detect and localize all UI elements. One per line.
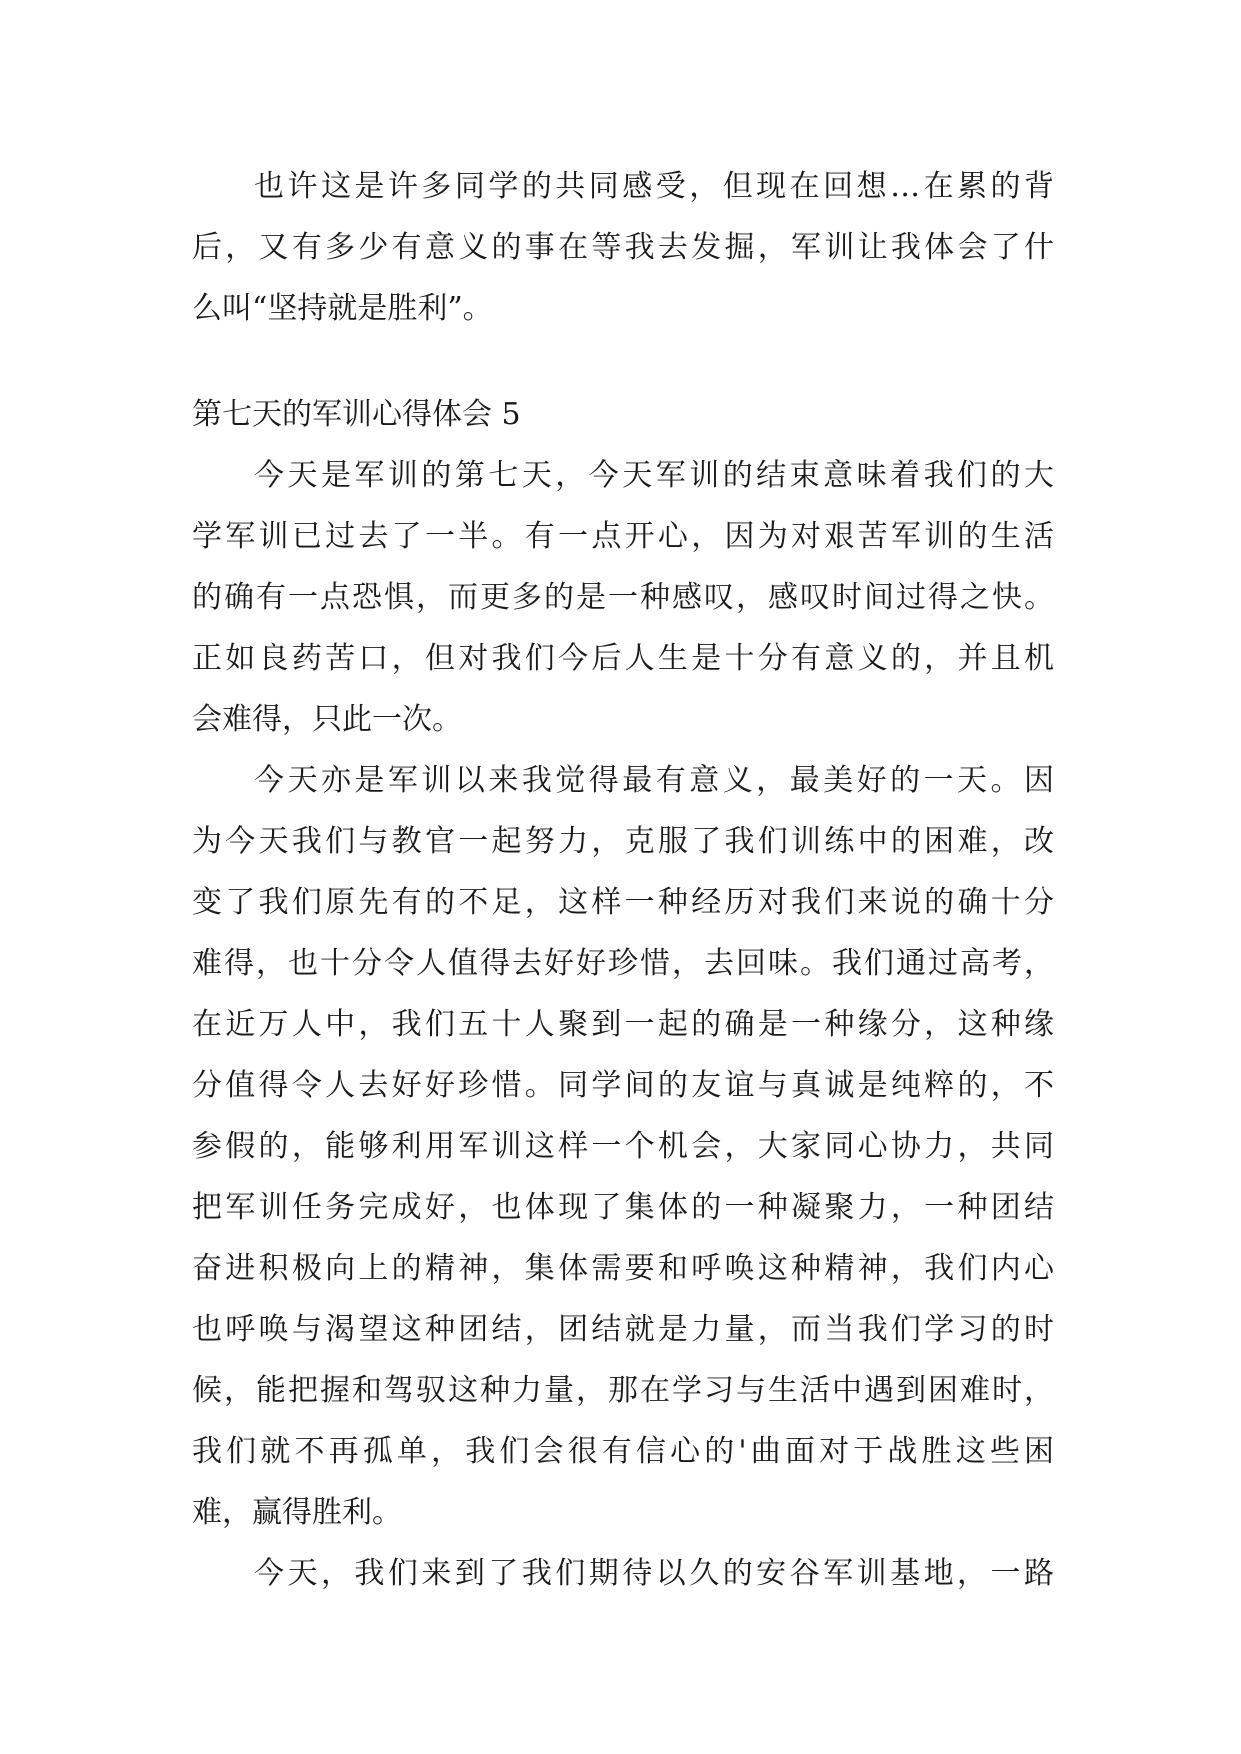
- paragraph-line: 也呼唤与渴望这种团结，团结就是力量，而当我们学习的时: [192, 1312, 1054, 1347]
- section-heading: 第七天的军训心得体会 5: [192, 397, 521, 432]
- paragraph-line: 今天，我们来到了我们期待以久的安谷军训基地，一路: [254, 1556, 1054, 1591]
- paragraph-line: 分值得令人去好好珍惜。同学间的友谊与真诚是纯粹的，不: [192, 1068, 1054, 1103]
- paragraph-line: 我们就不再孤单，我们会很有信心的'曲面对于战胜这些困: [192, 1434, 1054, 1469]
- paragraph-line: 正如良药苦口，但对我们今后人生是十分有意义的，并且机: [192, 641, 1054, 676]
- paragraph-line: 为今天我们与教官一起努力，克服了我们训练中的困难，改: [192, 824, 1054, 859]
- paragraph-line: 把军训任务完成好，也体现了集体的一种凝聚力，一种团结: [192, 1190, 1054, 1225]
- paragraph-line: 难得，也十分令人值得去好好珍惜，去回味。我们通过高考，: [192, 946, 1054, 981]
- paragraph-line: 学军训已过去了一半。有一点开心，因为对艰苦军训的生活: [192, 519, 1054, 554]
- paragraph-line: 候，能把握和驾驭这种力量，那在学习与生活中遇到困难时，: [192, 1373, 1054, 1408]
- paragraph-line: 会难得，只此一次。: [192, 702, 462, 737]
- paragraph-line: 么叫“坚持就是胜利”。: [192, 291, 493, 326]
- paragraph-line: 在近万人中，我们五十人聚到一起的确是一种缘分，这种缘: [192, 1007, 1054, 1042]
- paragraph-line: 参假的，能够利用军训这样一个机会，大家同心协力，共同: [192, 1129, 1054, 1164]
- paragraph-line: 今天亦是军训以来我觉得最有意义，最美好的一天。因: [254, 763, 1054, 798]
- paragraph-line: 的确有一点恐惧，而更多的是一种感叹，感叹时间过得之快。: [192, 580, 1054, 615]
- paragraph-line: 难，赢得胜利。: [192, 1495, 402, 1530]
- paragraph-line: 变了我们原先有的不足，这样一种经历对我们来说的确十分: [192, 885, 1054, 920]
- paragraph-line: 也许这是许多同学的共同感受，但现在回想…在累的背: [254, 169, 1054, 204]
- paragraph-line: 奋进积极向上的精神，集体需要和呼唤这种精神，我们内心: [192, 1251, 1054, 1286]
- paragraph-line: 今天是军训的第七天，今天军训的结束意味着我们的大: [254, 458, 1054, 493]
- paragraph-line: 后，又有多少有意义的事在等我去发掘，军训让我体会了什: [192, 230, 1054, 265]
